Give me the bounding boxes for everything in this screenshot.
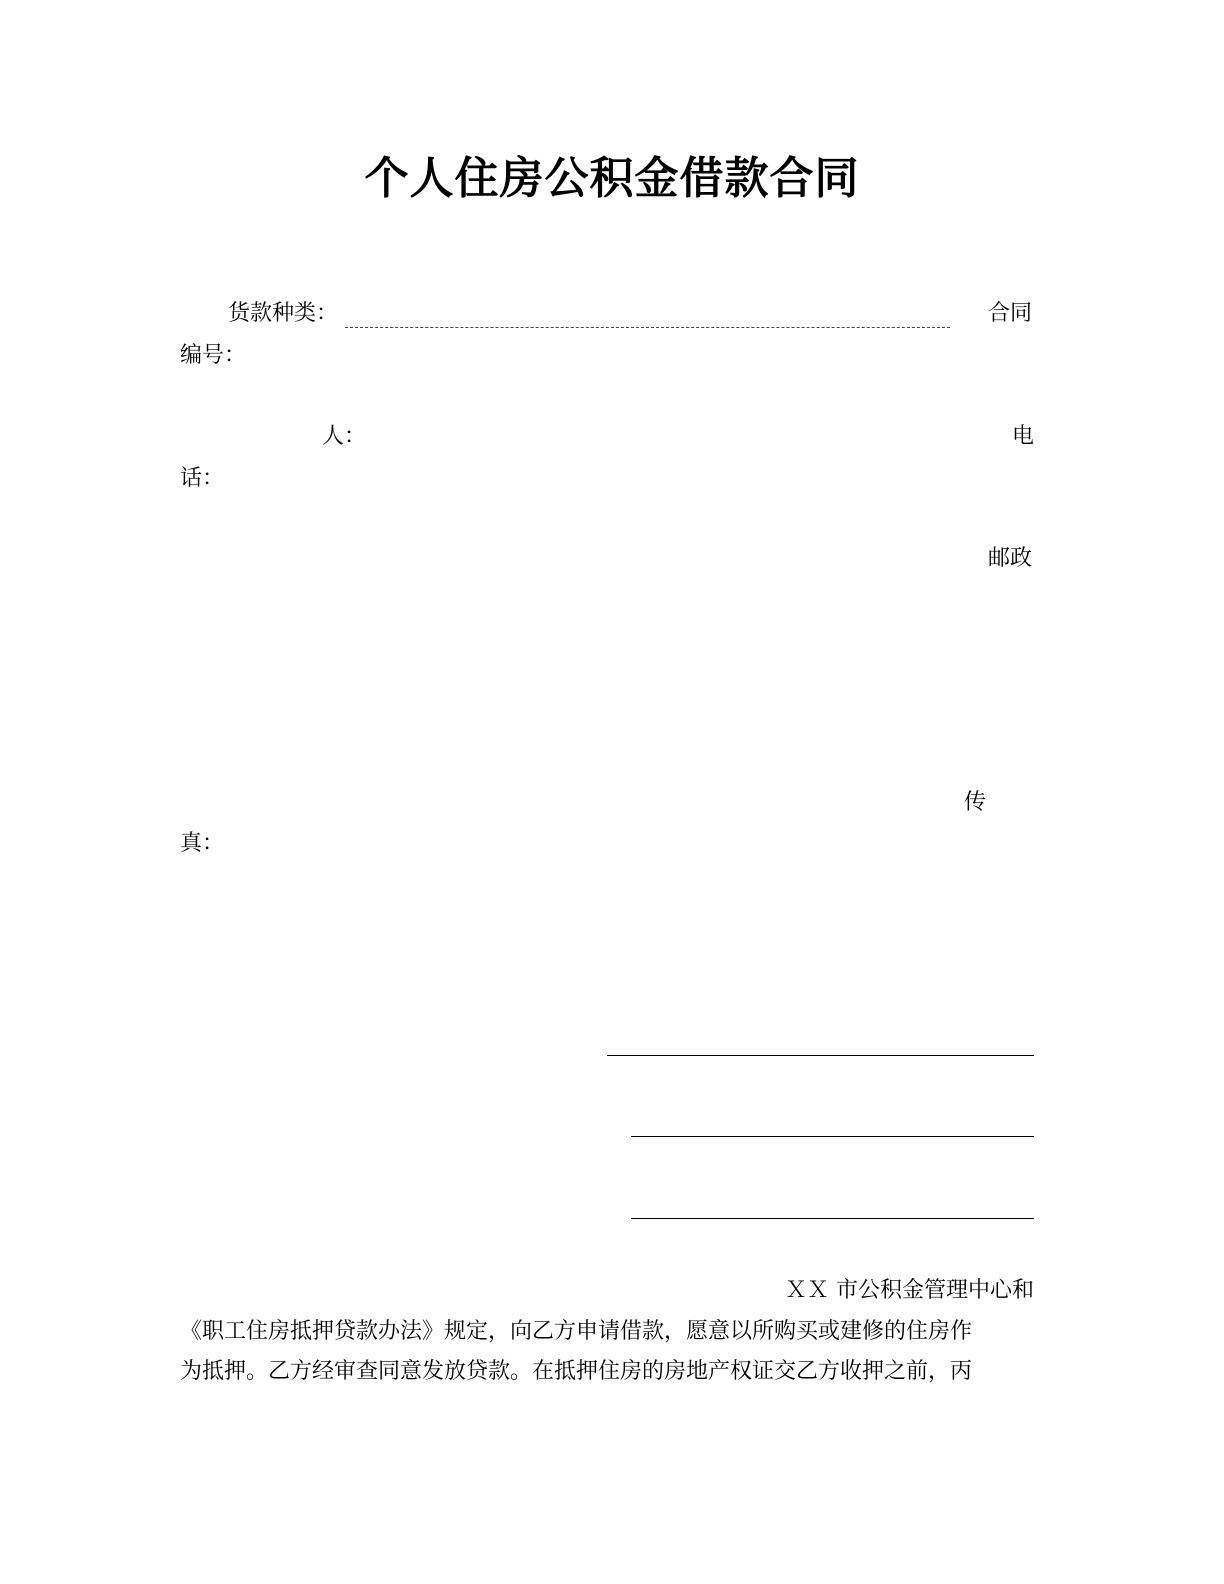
signature-line-3 (631, 1218, 1034, 1219)
signature-line-1 (607, 1055, 1034, 1056)
document-title: 个人住房公积金借款合同 (364, 153, 860, 204)
phone-label-part2: 话： (180, 466, 225, 491)
loan-type-blank-line (345, 327, 950, 328)
fax-label-part2: 真： (180, 831, 225, 856)
body-line-1: ＸＸ 市公积金管理中心和 (785, 1278, 1034, 1303)
loan-type-label: 货款种类： (228, 301, 339, 326)
contract-number-label: 编号： (180, 343, 247, 368)
fax-label-part1: 传 (964, 790, 987, 815)
body-line-3: 为抵押。乙方经审查同意发放贷款。在抵押住房的房地产权证交乙方收押之前，丙 (180, 1359, 973, 1384)
phone-label-part1: 电 (1012, 424, 1035, 449)
body-line-2: 《职工住房抵押贷款办法》规定，向乙方申请借款，愿意以所购买或建修的住房作 (180, 1319, 973, 1344)
contract-label-part1: 合同 (988, 301, 1033, 326)
person-label: 人： (322, 424, 367, 449)
signature-line-2 (631, 1136, 1034, 1137)
postal-label: 邮政 (988, 546, 1033, 571)
